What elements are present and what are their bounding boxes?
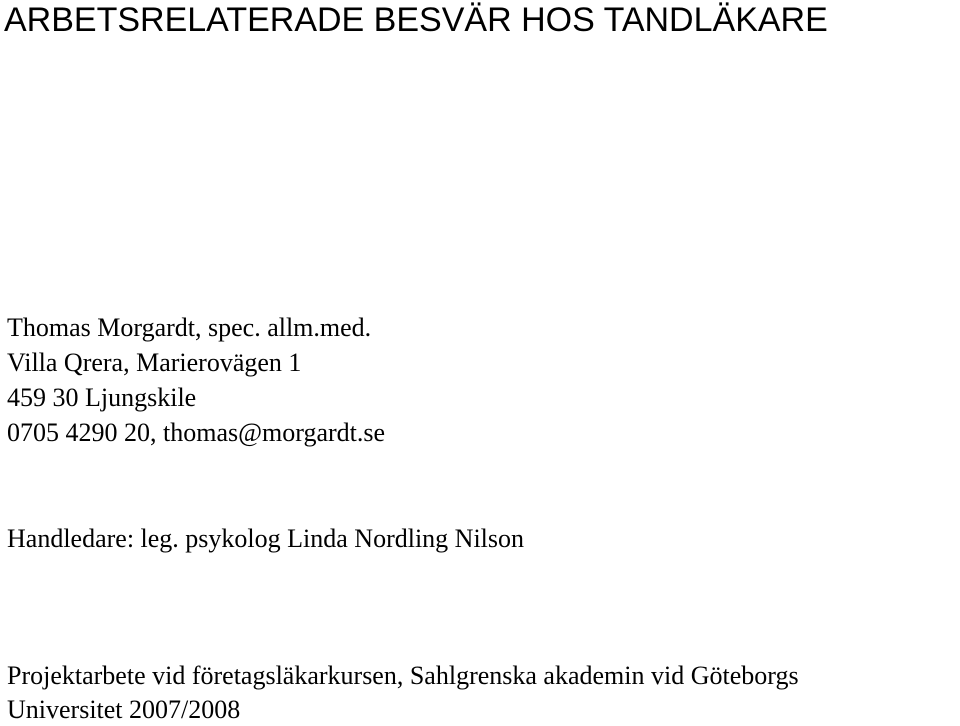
document-title: ARBETSRELATERADE BESVÄR HOS TANDLÄKARE	[4, 1, 828, 39]
author-postal: 459 30 Ljungskile	[7, 383, 197, 412]
project-line-1: Projektarbete vid företagsläkarkursen, Sahlgrenska akademin vid Göteborgs	[7, 661, 799, 690]
author-contact: 0705 4290 20, thomas@morgardt.se	[7, 418, 386, 447]
supervisor: Handledare: leg. psykolog Linda Nordling Nilson	[7, 524, 525, 553]
author-name: Thomas Morgardt, spec. allm.med.	[7, 313, 372, 342]
project-line-2: Universitet 2007/2008	[7, 695, 241, 724]
author-address: Villa Qrera, Marierovägen 1	[7, 348, 302, 377]
